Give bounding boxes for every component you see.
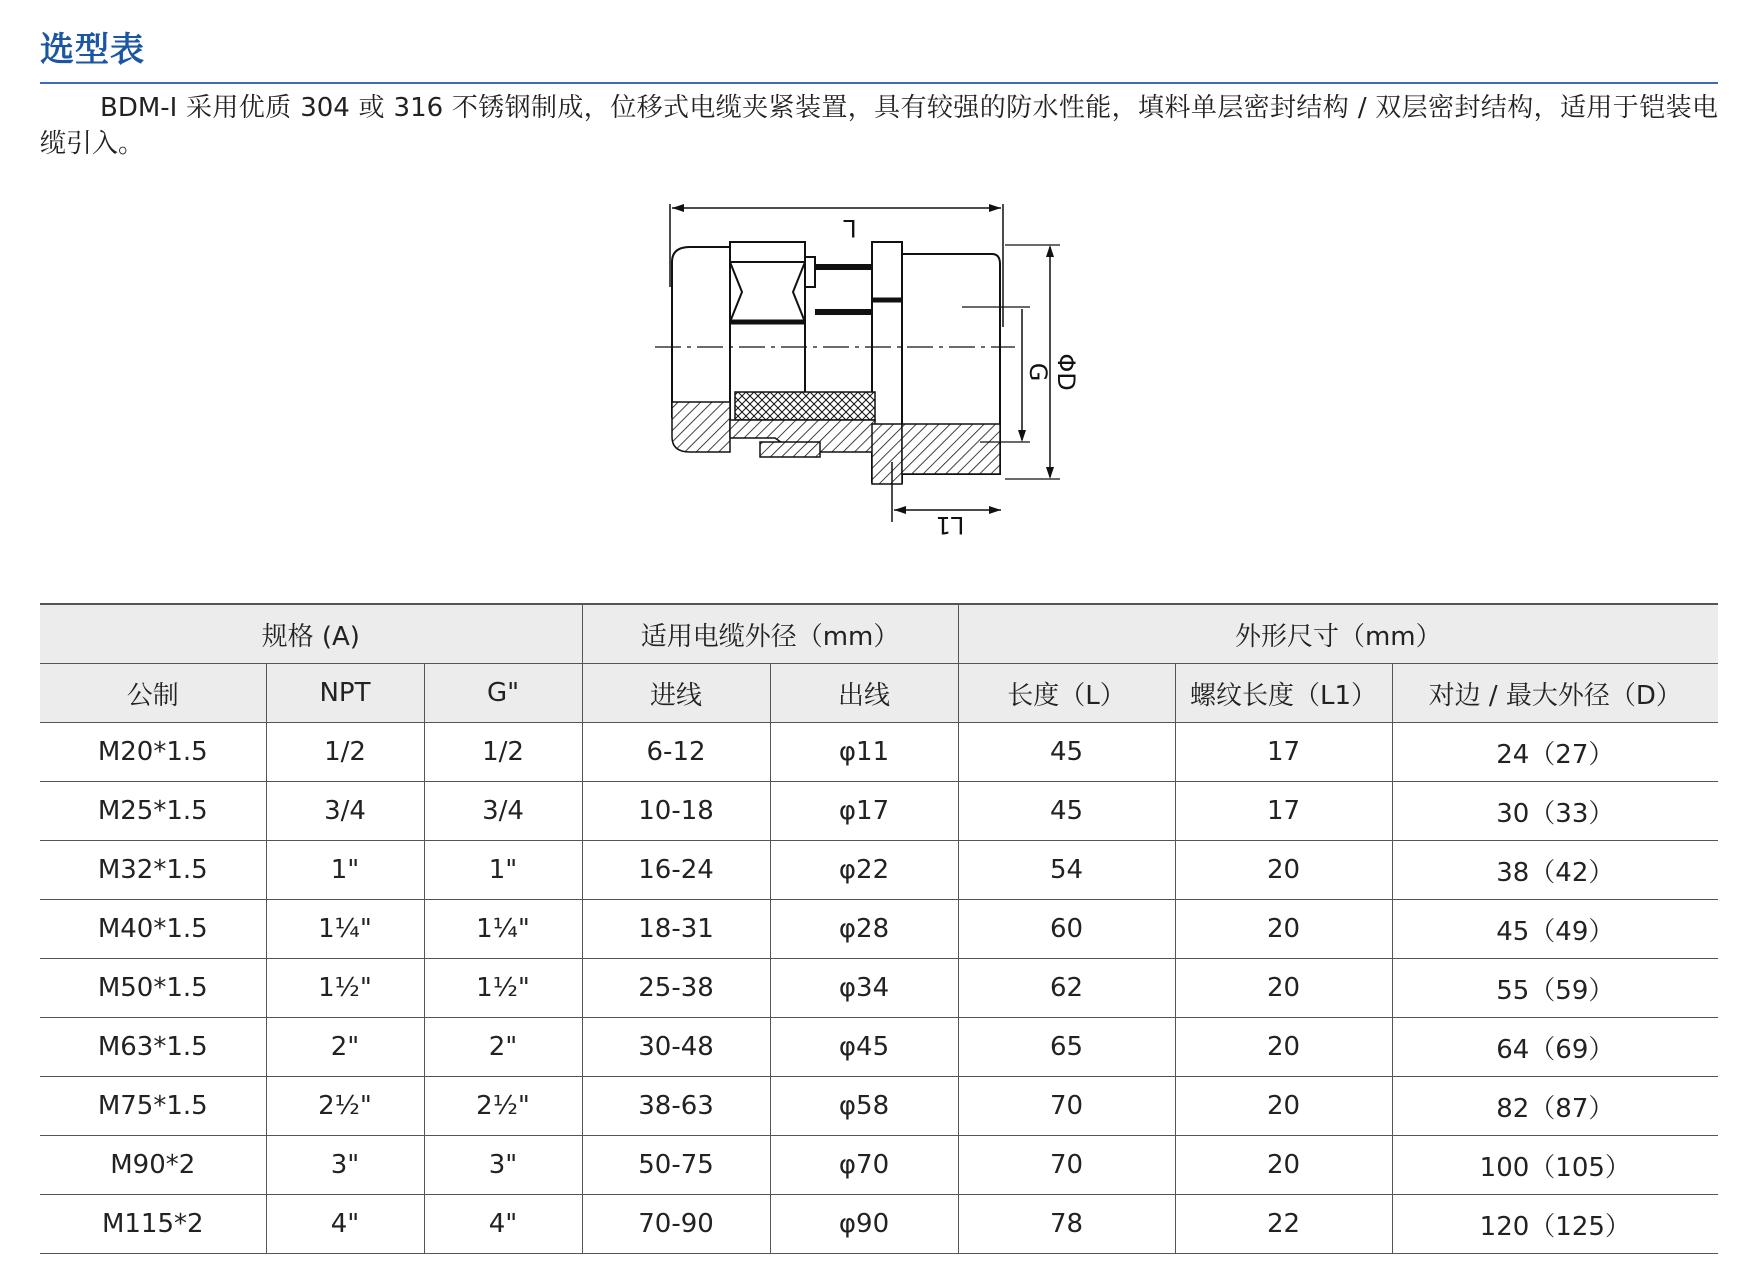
column-header-npt: NPT — [266, 664, 424, 723]
cell-thread-length: 20 — [1175, 1077, 1392, 1136]
table-row — [40, 959, 1718, 1018]
cell-metric: M90*2 — [40, 1136, 266, 1195]
cell-npt: 3" — [266, 1136, 424, 1195]
cell-g: 1" — [424, 841, 582, 900]
cell-across-flats: 38（42） — [1392, 841, 1718, 900]
cell-outlet: φ11 — [770, 723, 958, 782]
cell-inlet: 25-38 — [582, 959, 770, 1018]
table-row — [40, 1136, 1718, 1195]
cell-across-flats: 24（27） — [1392, 723, 1718, 782]
table-row — [40, 1077, 1718, 1136]
diagram-label-l: L — [843, 214, 857, 242]
column-header-length: 长度（L） — [958, 664, 1175, 723]
group-header-row — [40, 604, 1718, 664]
cell-npt: 1/2 — [266, 723, 424, 782]
cell-metric: M115*2 — [40, 1195, 266, 1254]
cell-g: 1¼" — [424, 900, 582, 959]
cell-inlet: 6-12 — [582, 723, 770, 782]
cell-g: 1/2 — [424, 723, 582, 782]
cell-metric: M63*1.5 — [40, 1018, 266, 1077]
diagram-label-g: G — [1024, 362, 1052, 382]
product-description: BDM-I 采用优质 304 或 316 不锈钢制成，位移式电缆夹紧装置，具有较强的防水性能，填料单层密封结构 / 双层密封结构，适用于铠装电缆引入。 — [40, 93, 1718, 159]
cell-across-flats: 55（59） — [1392, 959, 1718, 1018]
column-header-row — [40, 664, 1718, 723]
cell-length: 45 — [958, 723, 1175, 782]
cell-npt: 1¼" — [266, 900, 424, 959]
column-header-thread-length: 螺纹长度（L1） — [1175, 664, 1392, 723]
cell-inlet: 50-75 — [582, 1136, 770, 1195]
cell-metric: M32*1.5 — [40, 841, 266, 900]
cell-across-flats: 45（49） — [1392, 900, 1718, 959]
column-header-g: G" — [424, 664, 582, 723]
cell-thread-length: 17 — [1175, 723, 1392, 782]
cell-g: 3/4 — [424, 782, 582, 841]
cell-metric: M40*1.5 — [40, 900, 266, 959]
cell-outlet: φ58 — [770, 1077, 958, 1136]
cell-npt: 1" — [266, 841, 424, 900]
cell-g: 3" — [424, 1136, 582, 1195]
cell-length: 70 — [958, 1077, 1175, 1136]
cell-npt: 3/4 — [266, 782, 424, 841]
cell-g: 2" — [424, 1018, 582, 1077]
group-header-dimensions: 外形尺寸（mm） — [958, 604, 1718, 664]
cell-npt: 2½" — [266, 1077, 424, 1136]
column-header-across-flats: 对边 / 最大外径（D） — [1392, 664, 1718, 723]
cell-length: 54 — [958, 841, 1175, 900]
cell-outlet: φ34 — [770, 959, 958, 1018]
cell-npt: 2" — [266, 1018, 424, 1077]
cell-thread-length: 20 — [1175, 841, 1392, 900]
cell-length: 62 — [958, 959, 1175, 1018]
table-row — [40, 782, 1718, 841]
diagram-label-d: ΦD — [1052, 353, 1080, 391]
group-header-cable-od: 适用电缆外径（mm） — [582, 604, 958, 664]
table-row — [40, 841, 1718, 900]
cell-metric: M20*1.5 — [40, 723, 266, 782]
cell-length: 60 — [958, 900, 1175, 959]
cell-metric: M50*1.5 — [40, 959, 266, 1018]
cable-gland-drawing — [650, 192, 1130, 552]
cell-thread-length: 17 — [1175, 782, 1392, 841]
cell-npt: 1½" — [266, 959, 424, 1018]
cell-outlet: φ45 — [770, 1018, 958, 1077]
cell-across-flats: 100（105） — [1392, 1136, 1718, 1195]
cell-outlet: φ28 — [770, 900, 958, 959]
cell-length: 65 — [958, 1018, 1175, 1077]
cell-outlet: φ17 — [770, 782, 958, 841]
cell-g: 4" — [424, 1195, 582, 1254]
cell-metric: M25*1.5 — [40, 782, 266, 841]
cell-length: 78 — [958, 1195, 1175, 1254]
cell-length: 45 — [958, 782, 1175, 841]
diagram-label-l1: L1 — [935, 511, 965, 539]
cell-thread-length: 20 — [1175, 900, 1392, 959]
table-row — [40, 1018, 1718, 1077]
cell-thread-length: 20 — [1175, 959, 1392, 1018]
cell-g: 2½" — [424, 1077, 582, 1136]
cell-inlet: 18-31 — [582, 900, 770, 959]
cell-length: 70 — [958, 1136, 1175, 1195]
cell-across-flats: 30（33） — [1392, 782, 1718, 841]
column-header-metric: 公制 — [40, 664, 266, 723]
cell-inlet: 38-63 — [582, 1077, 770, 1136]
column-header-inlet: 进线 — [582, 664, 770, 723]
cell-npt: 4" — [266, 1195, 424, 1254]
cell-inlet: 30-48 — [582, 1018, 770, 1077]
cell-outlet: φ90 — [770, 1195, 958, 1254]
cell-thread-length: 20 — [1175, 1018, 1392, 1077]
cell-metric: M75*1.5 — [40, 1077, 266, 1136]
table-row — [40, 1195, 1718, 1254]
cell-inlet: 10-18 — [582, 782, 770, 841]
cell-thread-length: 20 — [1175, 1136, 1392, 1195]
cell-outlet: φ70 — [770, 1136, 958, 1195]
table-row — [40, 723, 1718, 782]
cell-inlet: 16-24 — [582, 841, 770, 900]
group-header-spec: 规格 (A) — [40, 604, 582, 664]
cell-across-flats: 120（125） — [1392, 1195, 1718, 1254]
page-title: 选型表 — [40, 30, 145, 70]
cell-g: 1½" — [424, 959, 582, 1018]
cell-across-flats: 82（87） — [1392, 1077, 1718, 1136]
selection-table — [40, 603, 1718, 1254]
title-divider — [40, 82, 1718, 84]
table-row — [40, 900, 1718, 959]
cell-across-flats: 64（69） — [1392, 1018, 1718, 1077]
cell-inlet: 70-90 — [582, 1195, 770, 1254]
cell-outlet: φ22 — [770, 841, 958, 900]
column-header-outlet: 出线 — [770, 664, 958, 723]
cell-thread-length: 22 — [1175, 1195, 1392, 1254]
